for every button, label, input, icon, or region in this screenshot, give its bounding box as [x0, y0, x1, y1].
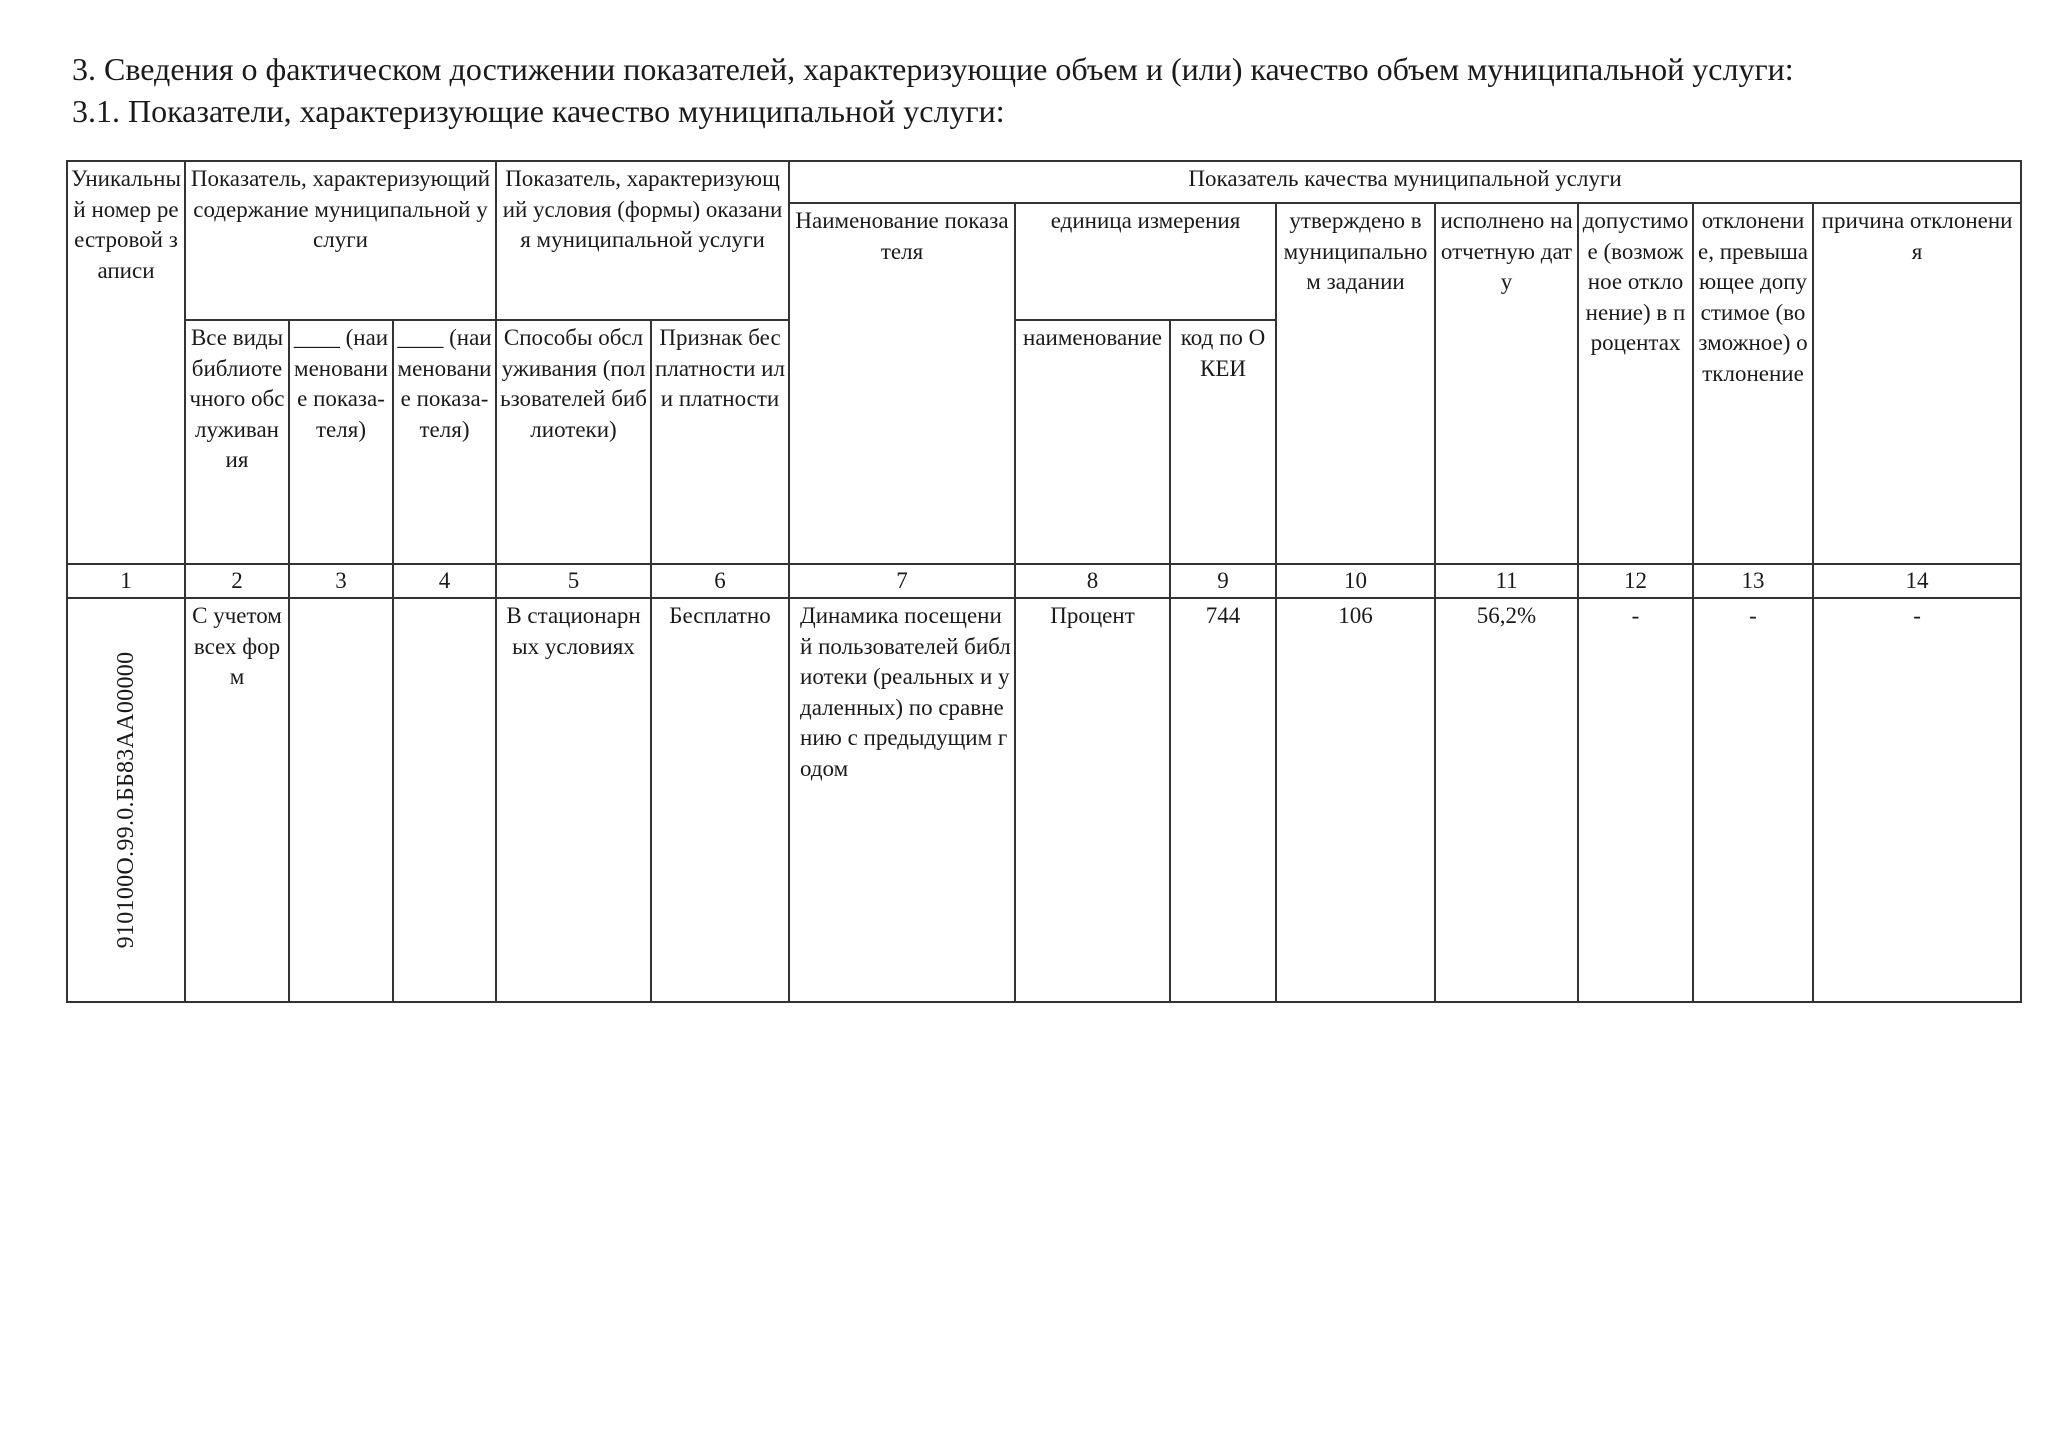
header-indicator-name-4: ____ (наименование показа-теля)	[393, 320, 496, 564]
column-number: 13	[1693, 564, 1813, 598]
cell-deviation-reason: -	[1813, 598, 2021, 1002]
header-approved: утверждено в муниципальном задании	[1276, 203, 1435, 564]
quality-indicators-table	[66, 160, 2022, 1003]
column-number: 2	[185, 564, 289, 598]
header-deviation-reason: причина отклонения	[1813, 203, 2021, 564]
header-unit-name: наименование	[1015, 320, 1170, 564]
cell-free-or-paid: Бесплатно	[651, 598, 789, 1002]
header-unit: единица измерения	[1015, 203, 1276, 320]
header-indicator-name: Наименование показателя	[789, 203, 1015, 564]
header-conditions-indicator: Показатель, характеризующий условия (формы) оказания муниципальной услуги	[496, 161, 789, 320]
column-number: 9	[1170, 564, 1276, 598]
header-free-or-paid: Признак бесплатности или платности	[651, 320, 789, 564]
header-excess-deviation: отклонение, превышающее допустимое (возможное) отклонение	[1693, 203, 1813, 564]
column-number: 6	[651, 564, 789, 598]
cell-indicator-4	[393, 598, 496, 1002]
header-unique-number: Уникальный номер реестровой записи	[67, 161, 185, 564]
unique-registry-id: 910100О.99.0.ББ83АА00000	[112, 651, 139, 949]
header-okei-code: код по ОКЕИ	[1170, 320, 1276, 564]
cell-service-type: С учетом всех форм	[185, 598, 289, 1002]
header-all-library-service: Все виды библиотечного обслуживания	[185, 320, 289, 564]
header-indicator-name-3: ____ (наименование показа-теля)	[289, 320, 393, 564]
subsection-heading: 3.1. Показатели, характеризующие качество муниципальной услуги:	[72, 93, 1005, 129]
unique-id-cell	[67, 598, 185, 1002]
header-allowed-deviation: допустимое (возможное отклонение) в процентах	[1578, 203, 1693, 564]
table-row	[67, 598, 2021, 1002]
column-number: 8	[1015, 564, 1170, 598]
cell-okei-code: 744	[1170, 598, 1276, 1002]
column-number-row	[67, 564, 2021, 598]
cell-allowed-deviation: -	[1578, 598, 1693, 1002]
cell-unit-name: Процент	[1015, 598, 1170, 1002]
header-content-indicator: Показатель, характеризующий содержание муниципальной услуги	[185, 161, 496, 320]
cell-service-method: В стационарных условиях	[496, 598, 651, 1002]
cell-excess-deviation: -	[1693, 598, 1813, 1002]
column-number: 5	[496, 564, 651, 598]
column-number: 12	[1578, 564, 1693, 598]
cell-indicator-3	[289, 598, 393, 1002]
column-number: 7	[789, 564, 1015, 598]
column-number: 11	[1435, 564, 1578, 598]
header-quality-indicator: Показатель качества муниципальной услуги	[789, 161, 2021, 203]
cell-executed: 56,2%	[1435, 598, 1578, 1002]
column-number: 14	[1813, 564, 2021, 598]
column-number: 10	[1276, 564, 1435, 598]
column-number: 3	[289, 564, 393, 598]
header-service-methods: Способы обслуживания (пользователей библиотеки)	[496, 320, 651, 564]
column-number: 1	[67, 564, 185, 598]
cell-indicator-name: Динамика посещений пользователей библиотеки (реальных и удаленных) по сравнению с предыдущим годом	[789, 598, 1015, 1002]
column-number: 4	[393, 564, 496, 598]
cell-approved: 106	[1276, 598, 1435, 1002]
header-executed: исполнено на отчетную дату	[1435, 203, 1578, 564]
section-heading: 3. Сведения о фактическом достижении показателей, характеризующие объем и (или) качество объем муниципальной услуги:	[72, 51, 1794, 87]
